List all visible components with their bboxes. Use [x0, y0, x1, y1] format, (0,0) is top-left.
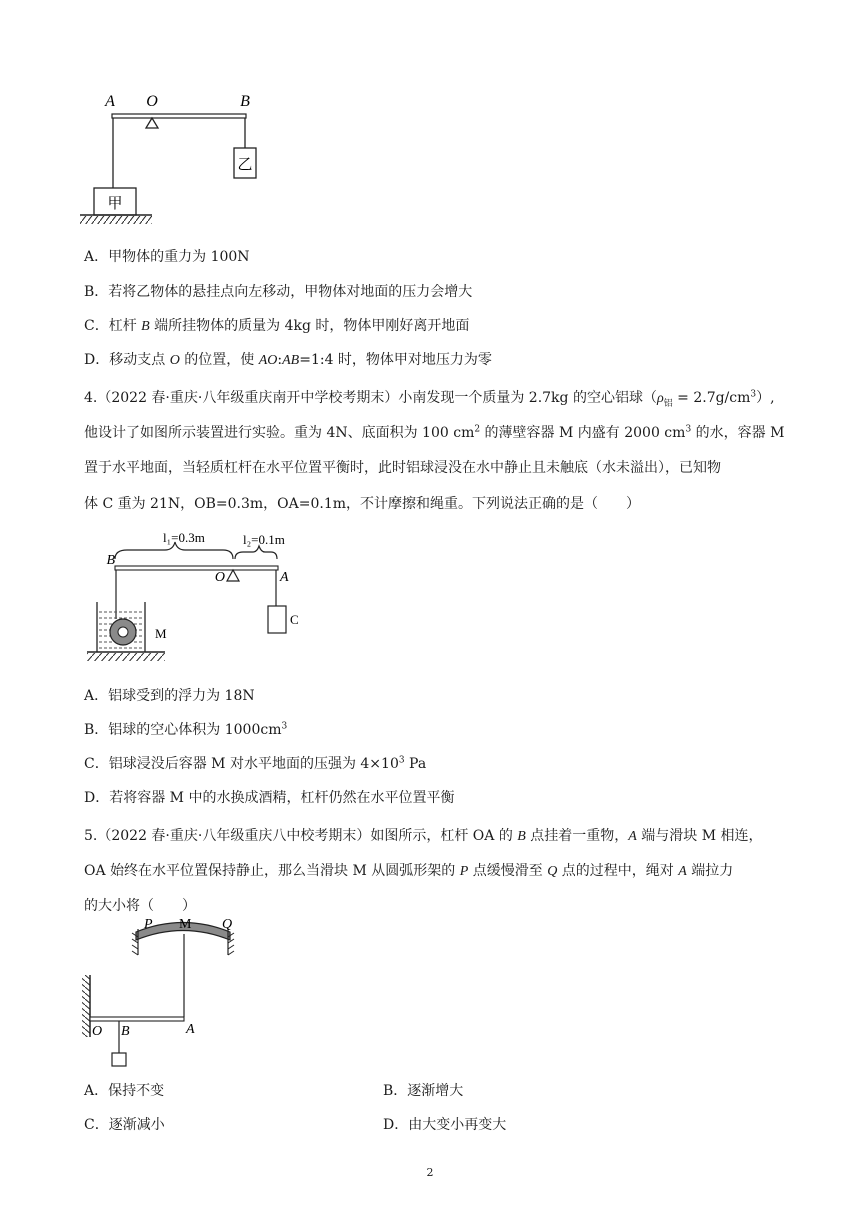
- q5-lever-figure: [78, 915, 248, 1075]
- q3-lever-figure: [70, 85, 290, 230]
- q4-option-d: D．若将容器 M 中的水换成酒精，杠杆仍然在水平位置平衡: [84, 790, 455, 806]
- q5-option-c: C．逐渐减小: [84, 1117, 165, 1133]
- q4-label-l1: l₁=0.3m: [163, 530, 205, 545]
- q3-option-d: D．移动支点 O 的位置，使 AO:AB=1:4 时，物体甲对地压力为零: [84, 352, 492, 368]
- q3-label-jia: 甲: [107, 196, 123, 212]
- q3-label-O: O: [146, 93, 158, 110]
- q4-option-a: A．铝球受到的浮力为 18N: [84, 688, 255, 704]
- q5-label-B: B: [121, 1024, 130, 1039]
- q5-stem-line-1: 5.（2022 春·重庆·八年级重庆八中校考期末）如图所示，杠杆 OA 的 B 点挂着一重物，A 端与滑块 M 相连，: [84, 828, 763, 844]
- q3-label-B: B: [240, 93, 250, 110]
- q4-label-l2: l₂=0.1m: [243, 532, 285, 547]
- q3-label-yi: 乙: [237, 157, 253, 173]
- q4-lever-figure: [85, 528, 315, 668]
- q5-label-Q: Q: [222, 917, 233, 932]
- q3-option-c: C．杠杆 B 端所挂物体的质量为 4kg 时，物体甲刚好离开地面: [84, 318, 470, 334]
- q5-stem-line-3: 的大小将（ ）: [84, 898, 196, 914]
- q5-option-a: A．保持不变: [84, 1083, 165, 1099]
- q4-option-b: B．铝球的空心体积为 $1000cm^3$: [84, 721, 288, 738]
- q4-label-O: O: [214, 570, 225, 585]
- q5-label-M: M: [179, 917, 192, 932]
- q5-label-A: A: [186, 1022, 195, 1037]
- q5-option-b: B．逐渐增大: [383, 1083, 464, 1099]
- page-number: 2: [426, 1166, 434, 1179]
- q5-option-d: D．由大变小再变大: [383, 1117, 507, 1133]
- q4-stem-line-1: 4.（2022 春·重庆·八年级重庆南开中学校考期末）小南发现一个质量为 2.7kg 的空心铝球$(\rho_铝 = 2.7g/cm^3)$,: [84, 389, 775, 409]
- q4-option-c: C．铝球浸没后容器 M 对水平地面的压强为 $4\times 10^3$ Pa: [84, 755, 427, 772]
- q3-label-A: A: [105, 93, 115, 110]
- q4-stem-line-3: 置于水平地面，当轻质杠杆在水平位置平衡时，此时铝球浸没在水中静止且未触底（水未溢出），已知物: [84, 460, 721, 476]
- q5-stem-line-2: OA 始终在水平位置保持静止，那么当滑块 M 从圆弧形架的 P 点缓慢滑至 Q 点的过程中，绳对 A 端拉力: [84, 863, 734, 879]
- q4-label-C: C: [290, 612, 299, 627]
- q3-option-b: B．若将乙物体的悬挂点向左移动，甲物体对地面的压力会增大: [84, 284, 473, 300]
- q3-option-a: A．甲物体的重力为 100N: [84, 249, 250, 265]
- q4-label-M: M: [155, 626, 167, 641]
- q4-label-A: A: [280, 570, 289, 585]
- q4-label-B: B: [106, 553, 115, 568]
- q5-label-P: P: [144, 917, 153, 932]
- q4-stem-line-2: 他设计了如图所示装置进行实验。重为 4N、底面积为 100 $cm^2$ 的薄壁容器 M 内盛有 2000 $cm^3$ 的水，容器 M: [84, 424, 785, 441]
- q5-label-O: O: [92, 1024, 103, 1039]
- q4-stem-line-4: 体 C 重为 21N，OB=0.3m，OA=0.1m，不计摩擦和绳重。下列说法正确的是（ ）: [84, 496, 641, 512]
